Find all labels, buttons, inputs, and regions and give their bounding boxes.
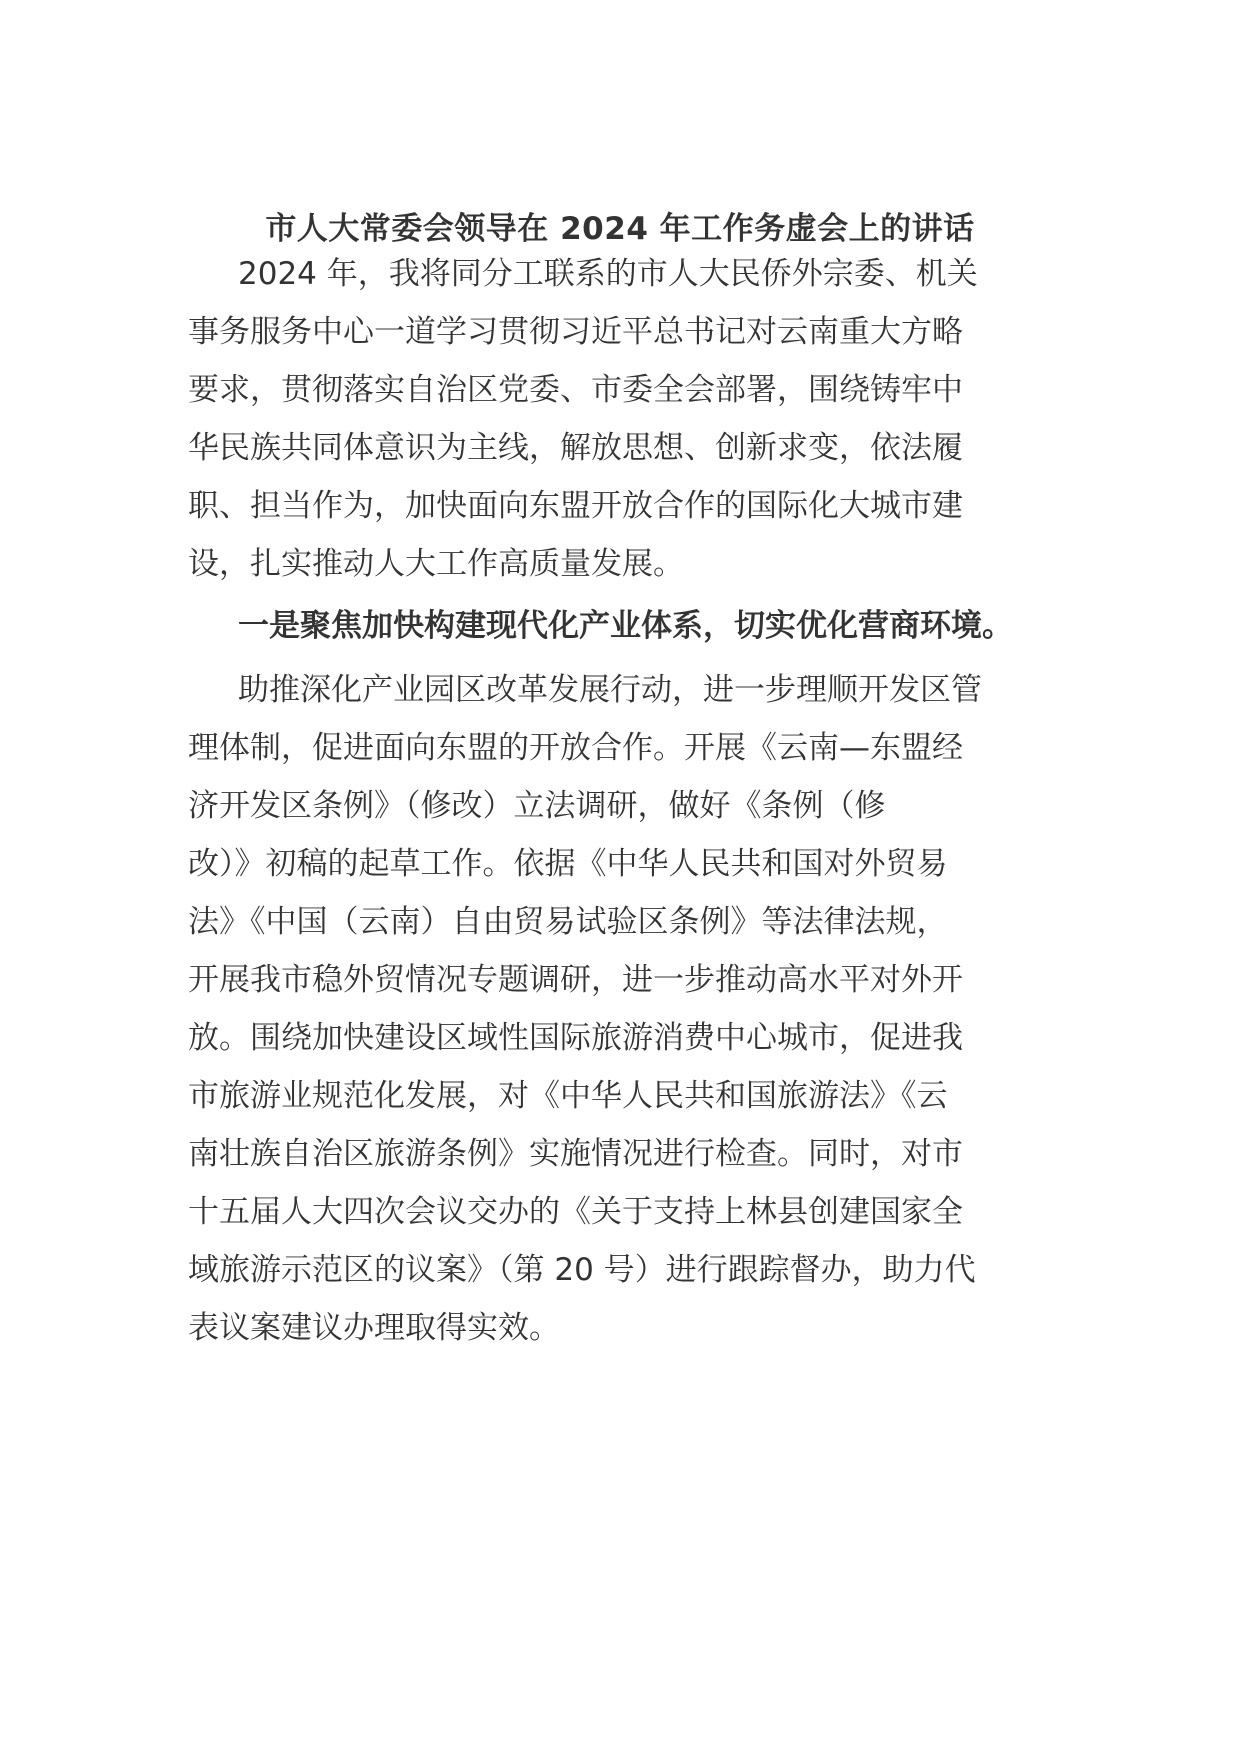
paragraph-2-line: 域旅游示范区的议案》（第 20 号）进行跟踪督办，助力代 [188, 1252, 976, 1288]
paragraph-2-line: 济开发区条例》（修改）立法调研，做好《条例（修 [188, 788, 886, 824]
paragraph-2-line: 市旅游业规范化发展，对《中华人民共和国旅游法》《云 [188, 1078, 948, 1114]
paragraph-1-line: 职、担当作为，加快面向东盟开放合作的国际化大城市建 [188, 488, 963, 524]
paragraph-2-line: 改）》初稿的起草工作。依据《中华人民共和国对外贸易 [188, 846, 948, 882]
section-heading: 一是聚焦加快构建现代化产业体系，切实优化营商环境。 [238, 608, 1013, 644]
paragraph-2-line: 助推深化产业园区改革发展行动，进一步理顺开发区管 [238, 672, 982, 708]
paragraph-1-line: 事务服务中心一道学习贯彻习近平总书记对云南重大方略 [188, 314, 963, 350]
paragraph-1-line: 华民族共同体意识为主线，解放思想、创新求变，依法履 [188, 430, 963, 466]
paragraph-2-line: 法》《中国（云南）自由贸易试验区条例》等法律法规， [188, 904, 948, 940]
paragraph-2-line: 放。围绕加快建设区域性国际旅游消费中心城市，促进我 [188, 1020, 963, 1056]
paragraph-2-line: 表议案建议办理取得实效。 [188, 1310, 560, 1346]
paragraph-2-line: 理体制，促进面向东盟的开放合作。开展《云南—东盟经 [188, 730, 963, 766]
paragraph-2-line: 南壮族自治区旅游条例》实施情况进行检查。同时，对市 [188, 1136, 963, 1172]
paragraph-2-line: 开展我市稳外贸情况专题调研，进一步推动高水平对外开 [188, 962, 963, 998]
paragraph-1-line: 要求，贯彻落实自治区党委、市委全会部署，围绕铸牢中 [188, 372, 963, 408]
document-title: 市人大常委会领导在 2024 年工作务虚会上的讲话 [265, 211, 975, 247]
paragraph-2-line: 十五届人大四次会议交办的《关于支持上林县创建国家全 [188, 1194, 963, 1230]
paragraph-1-line: 设，扎实推动人大工作高质量发展。 [188, 546, 684, 582]
paragraph-1-line: 2024 年，我将同分工联系的市人大民侨外宗委、机关 [238, 256, 978, 292]
